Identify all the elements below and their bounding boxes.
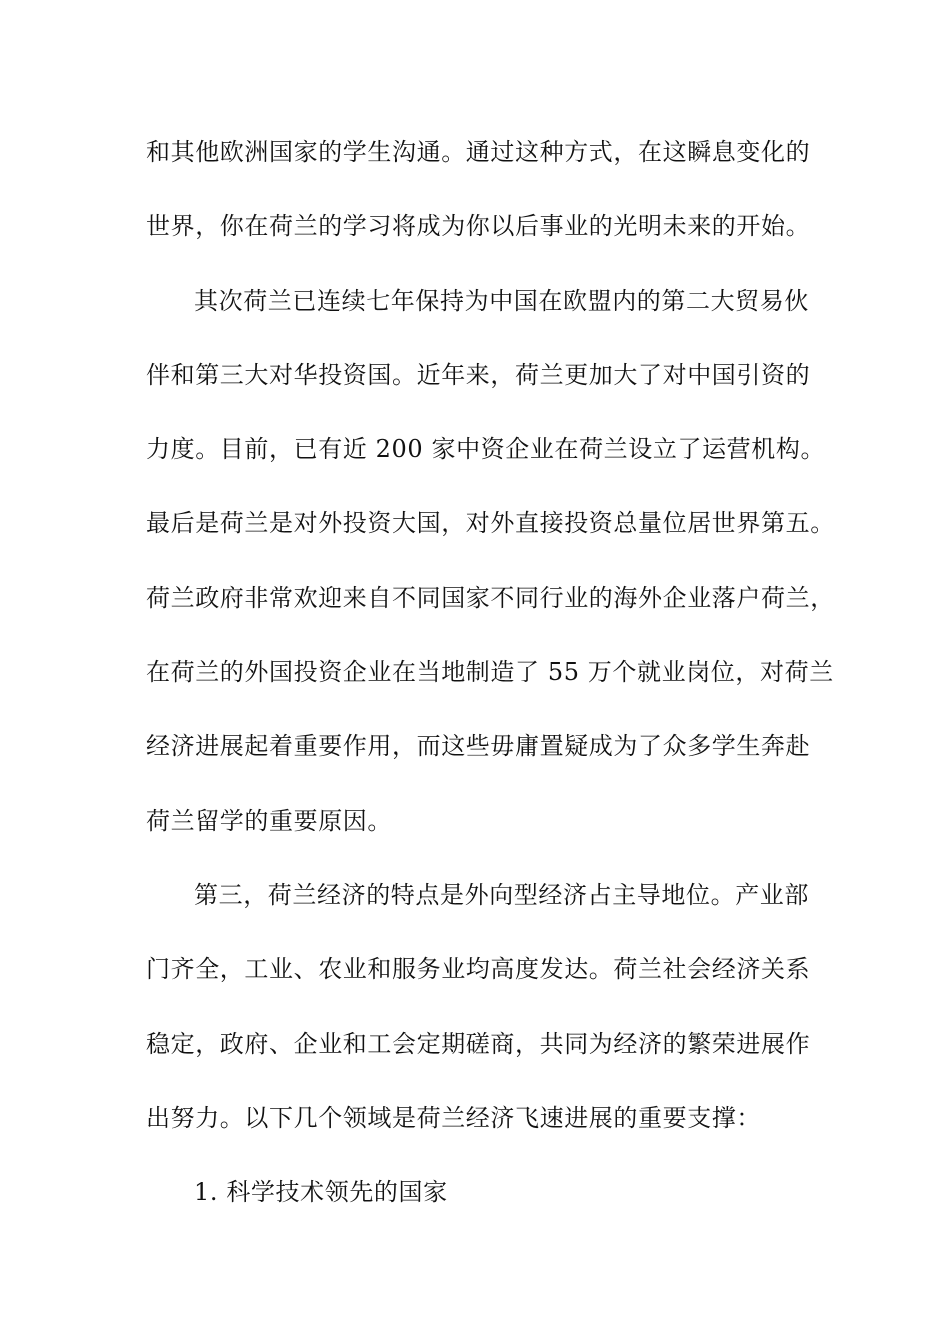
text-line: 荷兰留学的重要原因。 [146,806,392,835]
body-text [146,128,835,1242]
text-line: 最后是荷兰是对外投资大国，对外直接投资总量位居世界第五。 [146,509,835,538]
text-line: 荷兰政府非常欢迎来自不同国家不同行业的海外企业落户荷兰， [146,583,835,612]
text-line: 出努力。以下几个领域是荷兰经济飞速进展的重要支撑： [146,1103,761,1132]
paragraph-start-line: 其次荷兰已连续七年保持为中国在欧盟内的第二大贸易伙 [194,286,809,315]
text-line: 稳定，政府、企业和工会定期磋商，共同为经济的繁荣进展作 [146,1029,811,1058]
text-line: 力度。目前，已有近 200 家中资企业在荷兰设立了运营机构。 [146,435,826,464]
list-item-line: 1. 科学技术领先的国家 [194,1178,448,1207]
text-line: 经济进展起着重要作用，而这些毋庸置疑成为了众多学生奔赴 [146,732,811,761]
text-line: 在荷兰的外国投资企业在当地制造了 55 万个就业岗位，对荷兰 [146,658,834,687]
text-line: 世界，你在荷兰的学习将成为你以后事业的光明未来的开始。 [146,212,811,241]
text-line: 伴和第三大对华投资国。近年来，荷兰更加大了对中国引资的 [146,360,811,389]
text-line: 门齐全，工业、农业和服务业均高度发达。荷兰社会经济关系 [146,955,811,984]
text-line: 和其他欧洲国家的学生沟通。通过这种方式，在这瞬息变化的 [146,138,811,166]
paragraph-start-line: 第三，荷兰经济的特点是外向型经济占主导地位。产业部 [194,880,809,909]
